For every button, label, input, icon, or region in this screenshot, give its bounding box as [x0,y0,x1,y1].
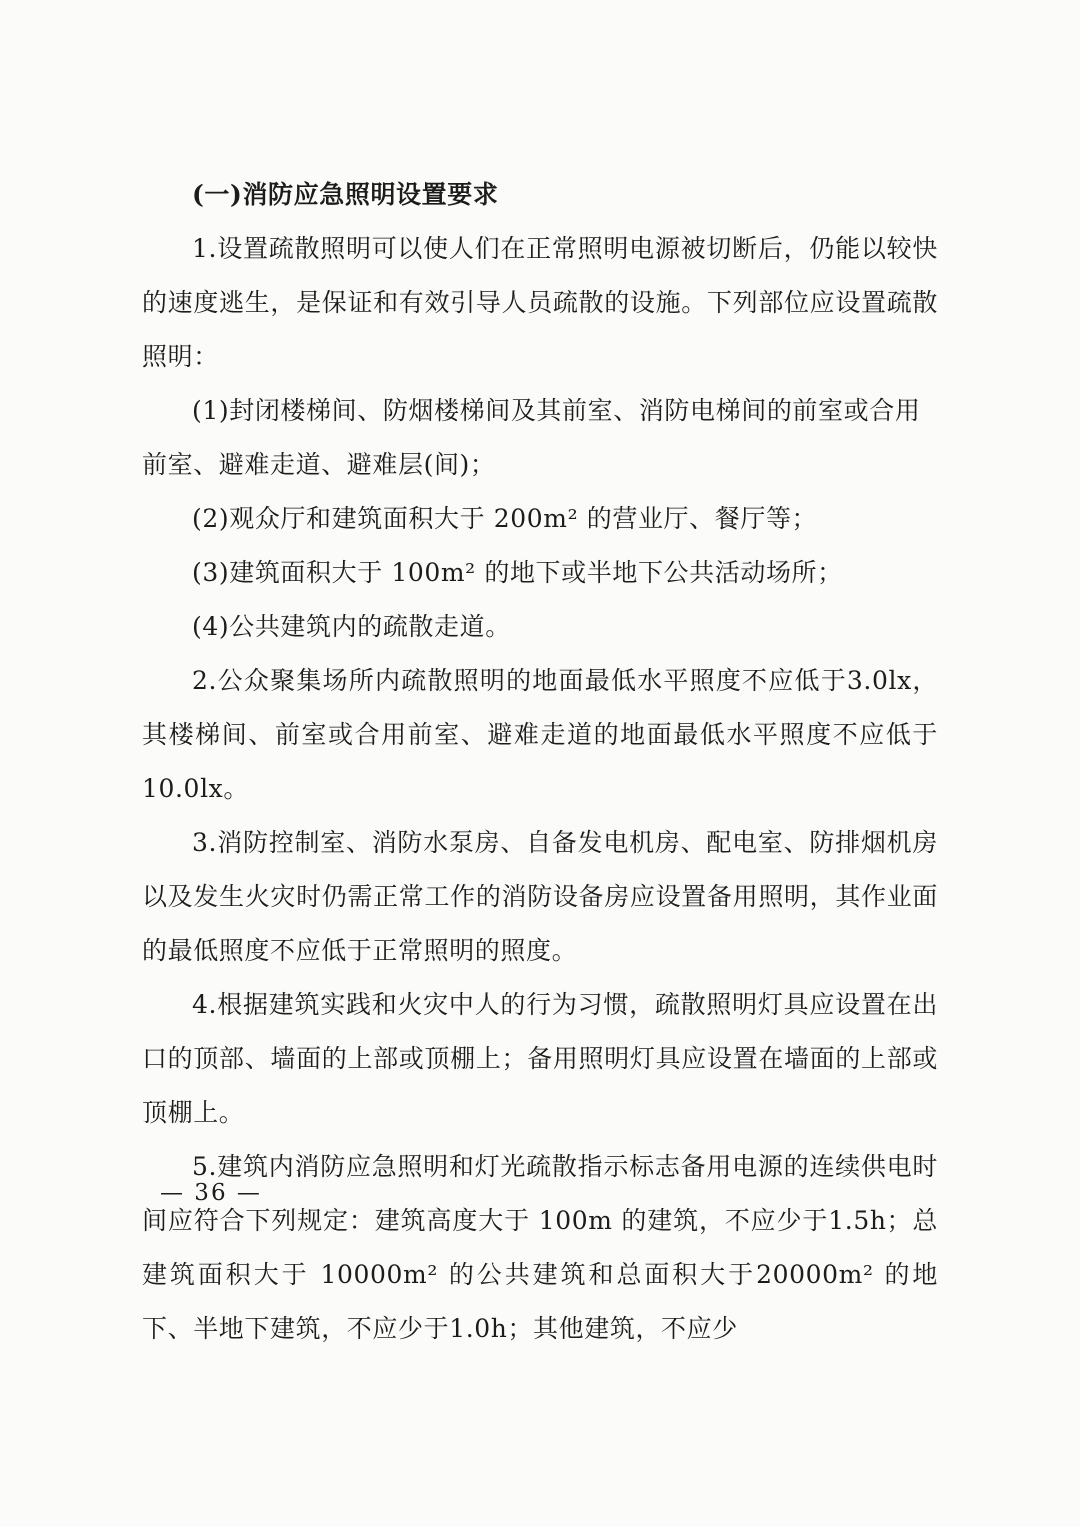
list-item-3: (3)建筑面积大于 100m² 的地下或半地下公共活动场所； [192,558,843,587]
paragraph-1: 1.设置疏散照明可以使人们在正常照明电源被切断后，仍能以较快的速度逃生，是保证和有效引导人员疏散的设施。下列部位应设置疏散照明： [142,234,938,371]
paragraph-2: 2.公众聚集场所内疏散照明的地面最低水平照度不应低于3.0lx，其楼梯间、前室或合用前室、避难走道的地面最低水平照度不应低于10.0lx。 [142,666,938,803]
paragraph-5: 5.建筑内消防应急照明和灯光疏散指示标志备用电源的连续供电时间应符合下列规定：建筑高度大于 100m 的建筑，不应少于1.5h；总建筑面积大于 10000m² 的公共建筑和总面积大于20000m² 的地下、半地下建筑，不应少于1.0h；其他建筑，不应少 [142,1152,938,1343]
section-heading: (一)消防应急照明设置要求 [192,180,499,209]
document-body [142,168,938,1356]
list-item-4: (4)公共建筑内的疏散走道。 [192,612,511,641]
list-item-1: (1)封闭楼梯间、防烟楼梯间及其前室、消防电梯间的前室或合用前室、避难走道、避难层(间)； [142,396,921,479]
paragraph-4: 4.根据建筑实践和火灾中人的行为习惯，疏散照明灯具应设置在出口的顶部、墙面的上部或顶棚上；备用照明灯具应设置在墙面的上部或顶棚上。 [142,990,938,1127]
page-number: — 36 — [160,1180,262,1206]
list-item-2: (2)观众厅和建筑面积大于 200m² 的营业厅、餐厅等； [192,504,818,533]
paragraph-3: 3.消防控制室、消防水泵房、自备发电机房、配电室、防排烟机房以及发生火灾时仍需正常工作的消防设备房应设置备用照明，其作业面的最低照度不应低于正常照明的照度。 [142,828,938,965]
